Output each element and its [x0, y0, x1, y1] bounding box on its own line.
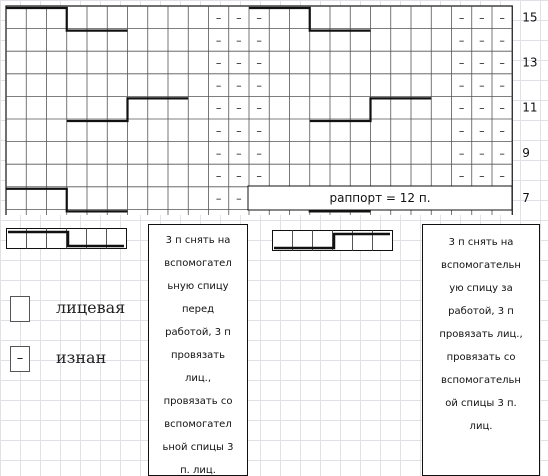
purl-symbol: –	[236, 11, 242, 24]
desc-line: ую спицу за	[423, 277, 539, 300]
purl-symbol: –	[216, 102, 222, 115]
purl-symbol: –	[256, 147, 262, 160]
desc-line: п. лиц.	[149, 459, 247, 476]
purl-symbol: –	[216, 11, 222, 24]
cable-right-description	[148, 224, 248, 476]
purl-symbol	[459, 124, 465, 137]
purl-symbol: –	[459, 170, 465, 183]
purl-symbol: –	[236, 192, 242, 205]
purl-symbol: –	[459, 57, 465, 70]
purl-symbol: –	[216, 124, 222, 137]
purl-symbol: –	[459, 192, 465, 205]
cable-left-symbol	[272, 230, 394, 252]
purl-symbol: –	[459, 34, 465, 47]
purl-symbol: –	[479, 11, 485, 24]
purl-symbol: –	[236, 124, 242, 137]
purl-symbol	[236, 102, 242, 115]
purl-symbol: –	[479, 192, 485, 205]
desc-line: провязать лиц.,	[423, 323, 539, 346]
purl-symbol: –	[499, 79, 505, 92]
desc-line: ой спицы 3 п.	[423, 392, 539, 415]
purl-symbol: –	[499, 124, 505, 137]
purl-symbol	[459, 147, 465, 160]
desc-line: ьной спицы 3	[149, 436, 247, 459]
desc-line: работой, 3 п	[149, 321, 247, 344]
desc-line: лиц.,	[149, 367, 247, 390]
purl-symbol	[499, 170, 505, 183]
purl-symbol: –	[459, 102, 465, 115]
legend-purl-symbol: –	[10, 346, 30, 372]
purl-symbol: –	[459, 11, 465, 24]
legend-knit-label: лицевая	[56, 298, 125, 317]
purl-symbol: –	[236, 57, 242, 70]
desc-line: перед	[149, 298, 247, 321]
row-number: 11	[522, 101, 537, 115]
purl-symbol: –	[236, 34, 242, 47]
purl-symbol: –	[256, 170, 262, 183]
row-number: 15	[522, 10, 537, 24]
purl-symbol: –	[216, 57, 222, 70]
purl-symbol: –	[499, 34, 505, 47]
purl-symbol: –	[236, 170, 242, 183]
purl-symbol: –	[479, 124, 485, 137]
desc-line: 3 п снять на	[423, 231, 539, 254]
desc-line: вспомогател	[149, 252, 247, 275]
legend-knit-symbol	[10, 296, 30, 322]
purl-symbol	[216, 79, 222, 92]
desc-line: вспомогател	[149, 413, 247, 436]
legend-purl-label: изнан	[56, 348, 106, 367]
desc-line: провязать со	[149, 390, 247, 413]
purl-symbol: –	[256, 192, 262, 205]
row-number: 7	[522, 191, 530, 205]
purl-symbol: –	[479, 34, 485, 47]
purl-symbol: –	[499, 57, 505, 70]
desc-line: вспомогательн	[423, 369, 539, 392]
cable-right-symbol	[6, 228, 128, 250]
purl-symbol: –	[236, 79, 242, 92]
chart-row-numbers	[522, 10, 537, 215]
row-number: 13	[522, 56, 537, 70]
desc-line: вспомогательн	[423, 254, 539, 277]
purl-symbol: –	[256, 34, 262, 47]
purl-symbol	[479, 170, 485, 183]
purl-symbol: –	[216, 192, 222, 205]
desc-line: провязать со	[423, 346, 539, 369]
cable-left-description	[422, 224, 540, 476]
repeat-label: раппорт = 12 п.	[329, 191, 430, 205]
purl-symbol: –	[499, 102, 505, 115]
desc-line: ьную спицу	[149, 275, 247, 298]
purl-symbol	[256, 102, 262, 115]
desc-line: провязать	[149, 344, 247, 367]
purl-symbol: –	[479, 102, 485, 115]
purl-symbol: –	[479, 79, 485, 92]
purl-symbol: –	[256, 57, 262, 70]
purl-symbol: –	[256, 79, 262, 92]
purl-symbol: –	[499, 11, 505, 24]
purl-symbol: –	[216, 170, 222, 183]
desc-line: 3 п снять на	[149, 229, 247, 252]
purl-symbol: –	[479, 57, 485, 70]
knitting-chart	[0, 0, 548, 215]
purl-symbol: –	[236, 147, 242, 160]
row-number: 9	[522, 146, 530, 160]
purl-symbol: –	[499, 147, 505, 160]
purl-symbol: –	[216, 147, 222, 160]
desc-line: работой, 3 п	[423, 300, 539, 323]
purl-symbol: –	[256, 11, 262, 24]
desc-line: лиц.	[423, 415, 539, 438]
purl-symbol	[479, 147, 485, 160]
purl-symbol: –	[216, 34, 222, 47]
purl-symbol: –	[459, 79, 465, 92]
purl-symbol	[256, 124, 262, 137]
